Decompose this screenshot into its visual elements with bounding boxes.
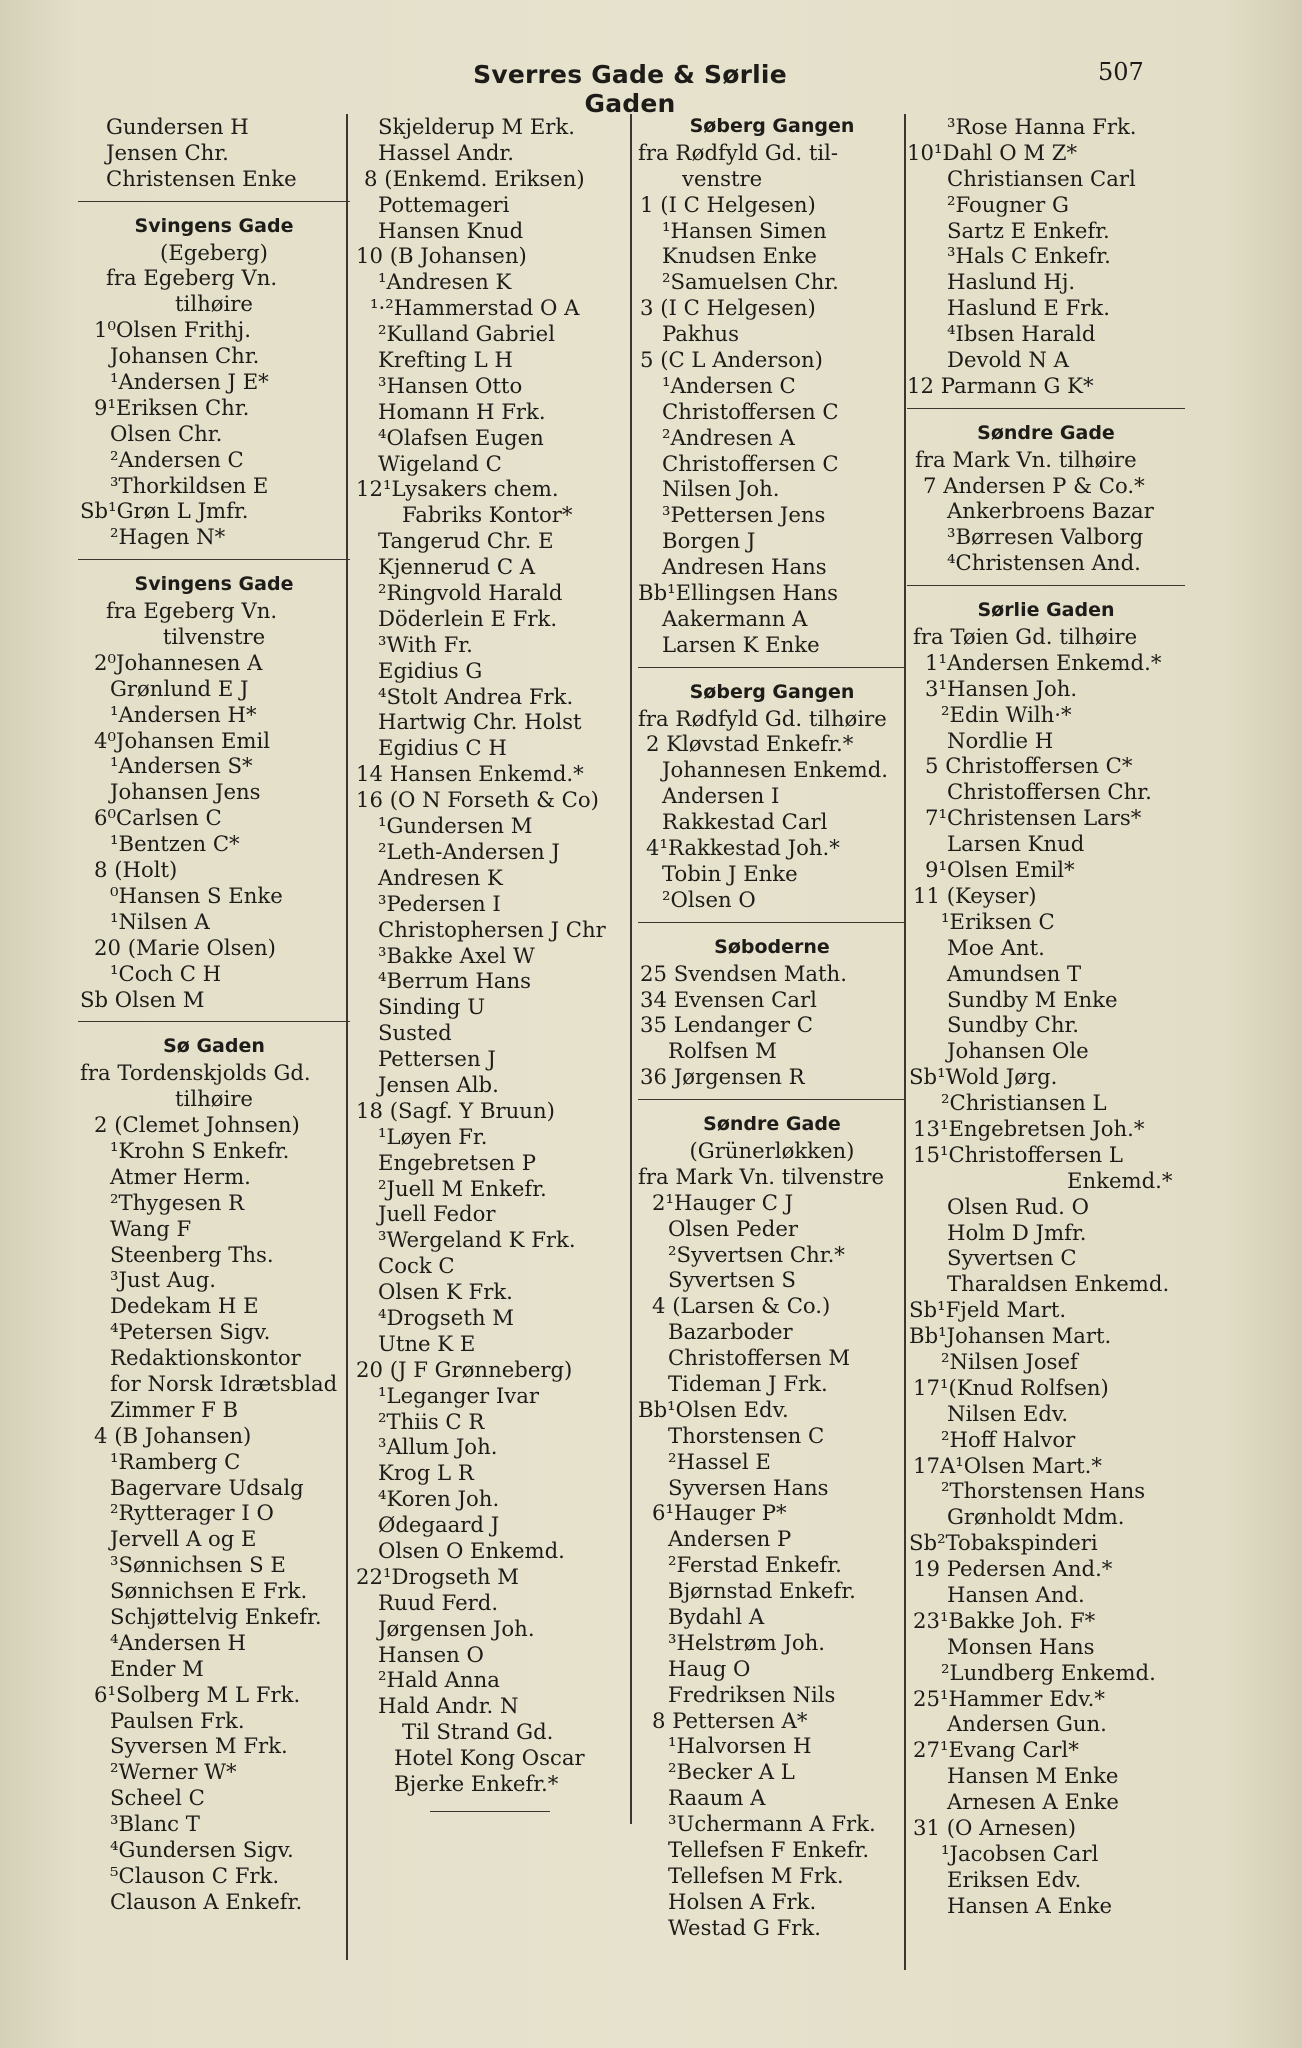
directory-entry: 1⁰Olsen Frithj. <box>94 317 251 343</box>
directory-entry: 11 (Keyser) <box>913 882 1037 908</box>
section-rule <box>638 667 906 680</box>
directory-entry: ²Andersen C <box>110 446 244 472</box>
directory-entry: Johansen Ole <box>947 1038 1089 1064</box>
page-number: 507 <box>1098 58 1144 86</box>
directory-entry: 8 (Holt) <box>94 857 178 883</box>
directory-entry: Egidius C H <box>378 735 507 761</box>
directory-entry: Arnesen A Enke <box>947 1789 1119 1815</box>
directory-entry: Hansen M Enke <box>947 1763 1119 1789</box>
directory-entry: ³Blanc T <box>110 1811 200 1837</box>
directory-entry: ²Christiansen L <box>941 1090 1107 1116</box>
directory-entry: 7 Andersen P & Co.* <box>923 472 1145 498</box>
directory-entry: 9¹Eriksen Chr. <box>94 394 250 420</box>
directory-entry: 10¹Dahl O M Z* <box>907 139 1078 165</box>
directory-entry: 27¹Evang Carl* <box>913 1737 1079 1763</box>
directory-entry: Utne K E <box>378 1330 476 1356</box>
directory-entry: ⁴Christensen And. <box>947 550 1141 576</box>
directory-entry: Johansen Chr. <box>110 343 260 369</box>
directory-entry: ³Hansen Otto <box>378 372 523 398</box>
directory-entry: Jervell A og E <box>110 1526 257 1552</box>
directory-entry: ¹Ramberg C <box>110 1448 241 1474</box>
directory-entry: Steenberg Ths. <box>110 1241 274 1267</box>
directory-entry: Christiansen Carl <box>947 165 1136 191</box>
directory-entry: 8 Pettersen A* <box>652 1707 808 1733</box>
street-note: tilhøire <box>175 1086 253 1112</box>
directory-entry: Krefting L H <box>378 347 513 373</box>
directory-entry: 1 (I C Helgesen) <box>640 191 816 217</box>
section-rule <box>78 201 350 214</box>
directory-entry: Ender M <box>110 1655 204 1681</box>
column-divider <box>346 114 348 1960</box>
directory-entry: Sb¹Grøn L Jmfr. <box>80 498 249 524</box>
directory-entry: Enkemd.* <box>1067 1167 1173 1193</box>
directory-entry: ¹Halvorsen H <box>668 1733 812 1759</box>
directory-entry: ³Helstrøm Joh. <box>668 1629 826 1655</box>
directory-entry: 4¹Rakkestad Joh.* <box>646 835 840 861</box>
directory-entry: Haug O <box>668 1655 751 1681</box>
directory-entry: Olsen Rud. O <box>947 1193 1089 1219</box>
directory-entry: Bagervare Udsalg <box>110 1474 304 1500</box>
directory-entry: 35 Lendanger C <box>640 1012 813 1038</box>
directory-entry: Westad G Frk. <box>668 1914 821 1940</box>
directory-entry: Kjennerud C A <box>378 554 536 580</box>
directory-entry: ³Pettersen Jens <box>662 502 826 528</box>
street-heading: Søndre Gade <box>977 421 1115 444</box>
directory-entry: ¹Gundersen M <box>378 813 533 839</box>
directory-entry: ²Thiis C R <box>378 1408 485 1434</box>
directory-entry: Syvertsen S <box>668 1267 796 1293</box>
directory-entry: 9¹Olsen Emil* <box>925 857 1075 883</box>
directory-entry: 5 (C L Anderson) <box>640 347 823 373</box>
directory-entry: Andersen Gun. <box>947 1711 1107 1737</box>
directory-entry: 36 Jørgensen R <box>640 1064 805 1090</box>
directory-entry: Clauson A Enkefr. <box>110 1888 303 1914</box>
directory-entry: Bb¹Ellingsen Hans <box>638 580 839 606</box>
directory-entry: Andersen P <box>668 1526 792 1552</box>
directory-entry: Jensen Chr. <box>106 139 229 165</box>
street-heading: Søberg Gangen <box>689 680 855 703</box>
directory-entry: fra Egeberg Vn. <box>106 265 278 291</box>
directory-entry: Hansen Knud <box>378 217 524 243</box>
directory-entry: ²Werner W* <box>110 1759 237 1785</box>
directory-entry: Olsen K Frk. <box>378 1279 513 1305</box>
directory-entry: Skjelderup M Erk. <box>378 114 576 139</box>
directory-entry: 10 (B Johansen) <box>356 243 527 269</box>
directory-entry: Redaktionskontor <box>110 1345 301 1371</box>
street-heading: Svingens Gade <box>134 573 294 596</box>
section-rule <box>638 922 906 935</box>
directory-entry: Eriksen Edv. <box>947 1866 1082 1892</box>
directory-entry: ⁰Hansen S Enke <box>110 882 283 908</box>
directory-entry: Hald Andr. N <box>378 1693 519 1719</box>
directory-entry: Andersen I <box>662 783 780 809</box>
directory-entry: Sb Olsen M <box>80 986 205 1012</box>
directory-entry: Christoffersen Chr. <box>947 779 1152 805</box>
directory-entry: 15¹Christoffersen L <box>913 1141 1123 1167</box>
directory-entry: Larsen Knud <box>947 831 1085 857</box>
directory-entry: Knudsen Enke <box>662 243 817 269</box>
directory-entry: ²Syvertsen Chr.* <box>668 1241 845 1267</box>
directory-entry: 2 (Clemet Johnsen) <box>94 1112 300 1138</box>
directory-entry: 6¹Hauger P* <box>652 1500 787 1526</box>
directory-entry: Christensen Enke <box>106 165 297 191</box>
directory-entry: Til Strand Gd. <box>402 1719 554 1745</box>
directory-entry: ¹Andersen H* <box>110 701 257 727</box>
directory-entry: ³Thorkildsen E <box>110 472 269 498</box>
directory-entry: 4 (Larsen & Co.) <box>652 1293 831 1319</box>
directory-entry: Cock C <box>378 1253 455 1279</box>
section-rule <box>907 585 1185 598</box>
directory-entry: Sinding U <box>378 994 486 1020</box>
directory-entry: ¹Jacobsen Carl <box>941 1840 1099 1866</box>
directory-entry: ³Just Aug. <box>110 1267 216 1293</box>
section-rule <box>430 1811 550 1824</box>
directory-entry: ³Børresen Valborg <box>947 524 1144 550</box>
directory-entry: Tobin J Enke <box>662 860 798 886</box>
directory-entry: ⁵Clauson C Frk. <box>110 1862 280 1888</box>
directory-entry: Christoffersen C <box>662 398 839 424</box>
directory-entry: Andresen Hans <box>662 554 827 580</box>
directory-entry: ¹Nilsen A <box>110 908 210 934</box>
directory-entry: Thorstensen C <box>668 1422 825 1448</box>
directory-entry: Engebretsen P <box>378 1149 537 1175</box>
directory-entry: Sartz E Enkefr. <box>947 217 1110 243</box>
directory-entry: 19 Pedersen And.* <box>913 1556 1113 1582</box>
directory-entry: Egidius G <box>378 657 483 683</box>
directory-entry: Hassel Andr. <box>378 139 514 165</box>
directory-entry: Tharaldsen Enkemd. <box>947 1271 1170 1297</box>
directory-entry: ³Wergeland K Frk. <box>378 1227 576 1253</box>
directory-entry: Monsen Hans <box>947 1633 1095 1659</box>
directory-entry: Olsen Peder <box>668 1215 799 1241</box>
directory-entry: 17A¹Olsen Mart.* <box>913 1452 1102 1478</box>
directory-entry: Borgen J <box>662 528 756 554</box>
column-4 <box>907 114 1185 1919</box>
directory-entry: 6¹Solberg M L Frk. <box>94 1681 301 1707</box>
directory-entry: Tideman J Frk. <box>668 1370 828 1396</box>
directory-entry: Hartwig Chr. Holst <box>378 709 582 735</box>
directory-entry: Larsen K Enke <box>662 631 820 657</box>
section-rule <box>907 408 1185 421</box>
street-heading: Sø Gaden <box>163 1035 265 1058</box>
directory-entry: ⁴Petersen Sigv. <box>110 1319 271 1345</box>
directory-entry: ²Hassel E <box>668 1448 771 1474</box>
directory-entry: 25 Svendsen Math. <box>640 960 847 986</box>
directory-entry: Paulsen Frk. <box>110 1707 245 1733</box>
directory-entry: Hansen And. <box>947 1581 1085 1607</box>
directory-entry: 12¹Lysakers chem. <box>356 476 559 502</box>
directory-entry: ²Olsen O <box>662 886 756 912</box>
directory-entry: 23¹Bakke Joh. F* <box>913 1607 1096 1633</box>
directory-entry: Tangerud Chr. E <box>378 528 554 554</box>
street-note: tilvenstre <box>162 624 266 650</box>
directory-entry: for Norsk Idrætsblad <box>110 1370 338 1396</box>
directory-entry: Haslund Hj. <box>947 269 1076 295</box>
directory-entry: ²Rytterager I O <box>110 1500 274 1526</box>
directory-entry: ¹Andersen S* <box>110 753 253 779</box>
directory-entry: ⁴Olafsen Eugen <box>378 424 544 450</box>
directory-entry: 22¹Drogseth M <box>356 1563 519 1589</box>
directory-entry: Johansen Jens <box>110 779 261 805</box>
directory-entry: 3¹Hansen Joh. <box>925 675 1078 701</box>
directory-entry: ²Fougner G <box>947 191 1069 217</box>
directory-entry: Christoffersen M <box>668 1345 851 1371</box>
directory-entry: Tellefsen F Enkefr. <box>668 1837 870 1862</box>
directory-entry: 34 Evensen Carl <box>640 986 817 1012</box>
directory-entry: ¹Andersen C <box>662 372 796 398</box>
directory-entry: Scheel C <box>110 1785 205 1811</box>
directory-entry: 18 (Sagf. Y Bruun) <box>356 1097 555 1123</box>
directory-entry: ³Hals C Enkefr. <box>947 243 1111 269</box>
directory-entry: Pottemageri <box>378 191 510 217</box>
directory-entry: Bb¹Johansen Mart. <box>909 1323 1112 1349</box>
directory-entry: 13¹Engebretsen Joh.* <box>913 1115 1145 1141</box>
directory-entry: ⁴Andersen H <box>110 1629 246 1655</box>
directory-entry: Gundersen H <box>106 114 249 139</box>
directory-entry: 31 (O Arnesen) <box>913 1815 1077 1840</box>
directory-entry: ⁴Ibsen Harald <box>947 321 1096 347</box>
directory-entry: ²Lundberg Enkemd. <box>941 1659 1156 1685</box>
directory-entry: 20 (Marie Olsen) <box>94 934 276 960</box>
directory-entry: Syversen M Frk. <box>110 1733 288 1759</box>
directory-entry: ²Juell M Enkefr. <box>378 1175 547 1201</box>
directory-entry: ¹Andersen J E* <box>110 369 269 395</box>
directory-entry: Grønholdt Mdm. <box>947 1504 1125 1530</box>
directory-entry: Sb²Tobakspinderi <box>909 1530 1098 1556</box>
directory-entry: Juell Fedor <box>378 1201 496 1227</box>
directory-entry: ²Hald Anna <box>378 1667 500 1693</box>
directory-entry: ³Uchermann A Frk. <box>668 1811 876 1837</box>
directory-entry: Wigeland C <box>378 450 502 476</box>
column-divider <box>904 114 906 1970</box>
directory-entry: Bjørnstad Enkefr. <box>668 1578 856 1604</box>
section-rule <box>638 1099 906 1112</box>
directory-entry: Aakermann A <box>662 605 808 631</box>
page-title: Sverres Gade & Sørlie Gaden <box>473 60 787 118</box>
directory-entry: Dedekam H E <box>110 1293 259 1319</box>
directory-entry: 7¹Christensen Lars* <box>925 805 1142 831</box>
directory-entry: Schjøttelvig Enkefr. <box>110 1603 322 1629</box>
directory-entry: ⁴Drogseth M <box>378 1304 514 1330</box>
directory-entry: fra Tordenskjolds Gd. <box>80 1060 311 1086</box>
directory-entry: Fabriks Kontor* <box>402 502 573 528</box>
directory-entry: Krog L R <box>378 1460 474 1486</box>
directory-entry: fra Mark Vn. tilhøire <box>915 446 1137 472</box>
directory-entry: ²Thygesen R <box>110 1189 245 1215</box>
directory-entry: 4 (B Johansen) <box>94 1422 252 1448</box>
street-heading: Søberg Gangen <box>689 115 855 137</box>
directory-entry: Holsen A Frk. <box>668 1888 817 1914</box>
directory-entry: Nilsen Edv. <box>947 1400 1069 1426</box>
directory-entry: Wang F <box>110 1215 192 1241</box>
directory-entry: fra Egeberg Vn. <box>106 598 278 624</box>
street-heading: Søndre Gade <box>703 1113 841 1136</box>
street-heading: Sørlie Gaden <box>977 599 1115 622</box>
street-heading: Svingens Gade <box>134 214 294 237</box>
directory-entry: Bjerke Enkefr.* <box>394 1771 559 1796</box>
directory-entry: Amundsen T <box>947 960 1082 986</box>
directory-entry: fra Rødfyld Gd. til- <box>638 139 839 165</box>
directory-entry: Hotel Kong Oscar <box>394 1745 585 1771</box>
directory-entry: ¹·²Hammerstad O A <box>370 295 580 321</box>
directory-entry: 8 (Enkemd. Eriksen) <box>364 165 585 191</box>
directory-entry: Fredriksen Nils <box>668 1681 836 1707</box>
directory-entry: fra Rødfyld Gd. tilhøire <box>638 705 887 731</box>
directory-entry: ²Hagen N* <box>110 524 226 550</box>
directory-entry: Ruud Ferd. <box>378 1589 499 1615</box>
directory-entry: ¹Løyen Fr. <box>378 1123 488 1149</box>
directory-entry: 20 (J F Grønneberg) <box>356 1356 573 1382</box>
directory-entry: ⁴Koren Joh. <box>378 1486 500 1512</box>
directory-entry: ²Leth-Andersen J <box>378 838 560 864</box>
directory-entry: Raaum A <box>668 1785 766 1811</box>
directory-entry: Syversen Hans <box>668 1474 829 1500</box>
directory-entry: Zimmer F B <box>110 1396 239 1422</box>
directory-entry: ⁴Stolt Andrea Frk. <box>378 683 574 709</box>
directory-entry: Döderlein E Frk. <box>378 605 558 631</box>
section-rule <box>78 1021 350 1034</box>
directory-entry: ³Bakke Axel W <box>378 942 535 968</box>
directory-entry: 25¹Hammer Edv.* <box>913 1685 1105 1711</box>
directory-entry: ³Sønnichsen S E <box>110 1552 286 1578</box>
directory-entry: 4⁰Johansen Emil <box>94 727 271 753</box>
directory-entry: 16 (O N Forseth & Co) <box>356 787 599 813</box>
directory-entry: Sb¹Fjeld Mart. <box>909 1297 1067 1323</box>
directory-entry: ¹Krohn S Enkefr. <box>110 1137 290 1163</box>
directory-entry: Sundby M Enke <box>947 986 1118 1012</box>
directory-entry: ²Edin Wilh·* <box>941 701 1072 727</box>
directory-entry: ⁴Gundersen Sigv. <box>110 1837 294 1862</box>
column-divider <box>630 114 632 1824</box>
directory-entry: Moe Ant. <box>947 934 1045 960</box>
directory-entry: ²Kulland Gabriel <box>378 321 555 347</box>
directory-entry: Ankerbroens Bazar <box>947 498 1154 524</box>
directory-entry: Nilsen Joh. <box>662 476 780 502</box>
directory-entry: ⁴Berrum Hans <box>378 968 531 994</box>
street-note: tilhøire <box>175 291 253 317</box>
directory-entry: ³Pedersen I <box>378 890 501 916</box>
directory-entry: ³With Fr. <box>378 631 473 657</box>
directory-entry: ²Ferstad Enkefr. <box>668 1552 842 1578</box>
directory-entry: 3 (I C Helgesen) <box>640 295 816 321</box>
directory-entry: 17¹(Knud Rolfsen) <box>913 1374 1109 1400</box>
directory-entry: ²Samuelsen Chr. <box>662 269 839 295</box>
directory-entry: Christoffersen C <box>662 450 839 476</box>
directory-entry: ¹Andresen K <box>378 269 512 295</box>
directory-entry: Sundby Chr. <box>947 1012 1080 1038</box>
directory-entry: 2⁰Johannesen A <box>94 649 263 675</box>
directory-entry: Bazarboder <box>668 1319 793 1345</box>
directory-entry: ²Hoff Halvor <box>941 1426 1076 1452</box>
directory-entry: Holm D Jmfr. <box>947 1219 1087 1245</box>
directory-entry: Bydahl A <box>668 1603 765 1629</box>
directory-entry: Hansen A Enke <box>947 1892 1113 1918</box>
directory-entry: Rolfsen M <box>668 1038 777 1064</box>
directory-entry: Sønnichsen E Frk. <box>110 1578 308 1604</box>
directory-entry: 2 Kløvstad Enkefr.* <box>646 731 854 757</box>
directory-entry: Atmer Herm. <box>110 1163 251 1189</box>
directory-entry: venstre <box>682 165 763 191</box>
directory-entry: Bb¹Olsen Edv. <box>638 1396 789 1422</box>
directory-entry: 6⁰Carlsen C <box>94 805 222 831</box>
directory-entry: ²Andresen A <box>662 424 795 450</box>
directory-entry: 14 Hansen Enkemd.* <box>356 761 584 787</box>
directory-entry: Nordlie H <box>947 727 1054 753</box>
section-rule <box>78 559 350 572</box>
directory-entry: Jørgensen Joh. <box>378 1615 535 1641</box>
column-1 <box>78 114 350 1915</box>
directory-entry: Hansen O <box>378 1641 484 1667</box>
directory-entry: Grønlund E J <box>110 675 249 701</box>
directory-entry: Susted <box>378 1020 452 1046</box>
street-note: (Egeberg) <box>160 239 268 265</box>
directory-entry: 5 Christoffersen C* <box>925 753 1133 779</box>
directory-entry: 12 Parmann G K* <box>907 372 1094 398</box>
street-heading: Søboderne <box>714 935 830 958</box>
directory-entry: ¹Coch C H <box>110 960 222 986</box>
directory-entry: ¹Hansen Simen <box>662 217 827 243</box>
directory-entry: fra Tøien Gd. tilhøire <box>913 624 1138 650</box>
directory-entry: Sb¹Wold Jørg. <box>909 1064 1058 1090</box>
directory-entry: Christophersen J Chr <box>378 916 606 942</box>
directory-entry: 2¹Hauger C J <box>652 1189 794 1215</box>
directory-entry: 1¹Andersen Enkemd.* <box>925 649 1162 675</box>
directory-entry: Homann H Frk. <box>378 398 546 424</box>
column-3 <box>638 114 906 1941</box>
directory-entry: Olsen O Enkemd. <box>378 1537 565 1563</box>
column-2 <box>356 114 624 1824</box>
directory-entry: Andresen K <box>378 864 503 890</box>
directory-entry: Rakkestad Carl <box>662 809 828 835</box>
directory-entry: ¹Leganger Ivar <box>378 1382 540 1408</box>
street-note: (Grünerløkken) <box>689 1137 855 1163</box>
directory-entry: fra Mark Vn. tilvenstre <box>638 1163 885 1189</box>
directory-entry: ¹Eriksen C <box>941 908 1055 934</box>
directory-entry: Pettersen J <box>378 1046 496 1072</box>
directory-entry: Jensen Alb. <box>378 1071 499 1097</box>
directory-entry: ³Rose Hanna Frk. <box>947 114 1137 139</box>
directory-entry: Johannesen Enkemd. <box>662 757 889 783</box>
directory-entry: Haslund E Frk. <box>947 295 1110 321</box>
directory-entry: Olsen Chr. <box>110 420 223 446</box>
directory-entry: Devold N A <box>947 347 1069 373</box>
directory-entry: Tellefsen M Frk. <box>668 1862 844 1888</box>
directory-entry: ³Allum Joh. <box>378 1434 498 1460</box>
directory-entry: ²Becker A L <box>668 1759 795 1785</box>
directory-entry: Ødegaard J <box>378 1512 500 1538</box>
directory-entry: ²Thorstensen Hans <box>941 1478 1146 1504</box>
directory-entry: Syvertsen C <box>947 1245 1077 1271</box>
directory-entry: ²Ringvold Harald <box>378 580 563 606</box>
directory-entry: Pakhus <box>662 321 739 347</box>
directory-entry: ²Nilsen Josef <box>941 1348 1078 1374</box>
directory-entry: ¹Bentzen C* <box>110 831 240 857</box>
